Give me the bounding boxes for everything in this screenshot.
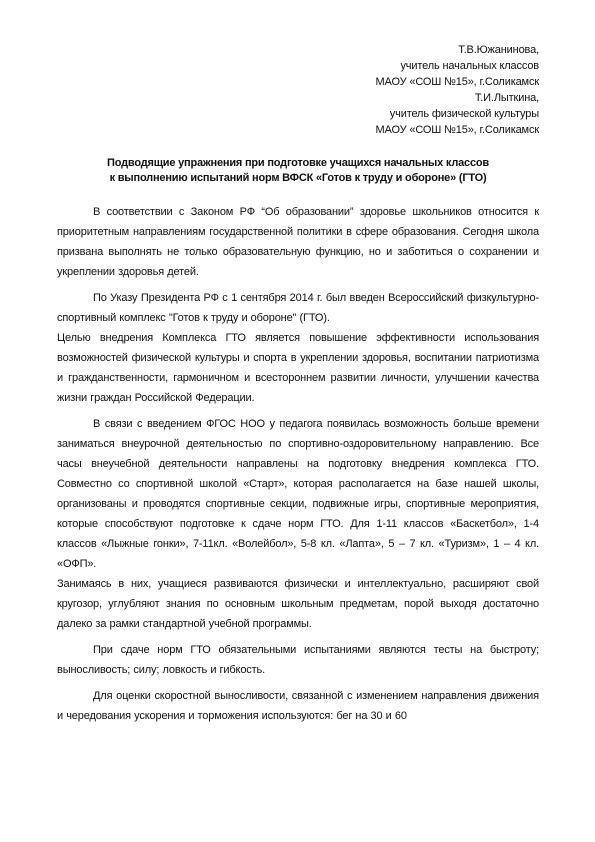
author-position-1: учитель начальных классов [400, 60, 539, 72]
title-line-1: Подводящие упражнения при подготовке учащихся начальных классов [107, 157, 489, 169]
paragraph-goal: Целью внедрения Комплекса ГТО является повышение эффективности использования возможностей физической культуры и спорта в укреплении здоровья, воспитании патриотизма и гражданственности, гармоничном и всестороннем развитии личности, улучшении качества жизни граждан Российской Федерации. [57, 332, 539, 404]
author-name-1: Т.В.Южанинова, [458, 44, 539, 56]
paragraph-decree: По Указу Президента РФ с 1 сентября 2014 г. был введен Всероссийский физкультурно-спортивный комплекс "Готов к труду и обороне" (ГТО). [57, 292, 539, 324]
author-school-2: МАОУ «СОШ №15», г.Соликамск [375, 124, 539, 136]
document-title [57, 156, 539, 186]
paragraph-tests: При сдаче норм ГТО обязательными испытаниями являются тесты на быстроту; выносливость; силу; ловкость и гибкость. [57, 644, 539, 676]
paragraph-intro: В соответствии с Законом РФ “Об образовании” здоровье школьников относится к приоритетным направлениям государственной политики в сфере образования. Сегодня школа призвана выполнять не только образовательную функцию, но и заботиться о сохранении и укреплении здоровья детей. [57, 206, 539, 278]
author-name-2: Т.И.Лыткина, [474, 92, 539, 104]
author-block [57, 42, 539, 138]
paragraph-fgos: В связи с введением ФГОС НОО у педагога появилась возможность больше времени заниматься внеурочной деятельностью по спортивно-оздоровительному направлению. Все часы внеучебной деятельности направлены на подготовку внедрения комплекса ГТО. Совместно со спортивной школой «Старт», которая располагается на базе нашей школы, организованы и проводятся спортивные секции, подвижные игры, спортивные мероприятия, которые способствуют подготовке к сдаче норм ГТО. Для 1-11 классов «Баскетбол», 1-4 классов «Лыжные гонки», 7-11кл. «Волейбол», 5-8 кл. «Лапта», 5 – 7 кл. «Туризм», 1 – 4 кл. «ОФП». [57, 418, 539, 570]
author-school-1: МАОУ «СОШ №15», г.Соликамск [375, 76, 539, 88]
paragraph-benefits: Занимаясь в них, учащиеся развиваются физически и интеллектуально, расширяют свой кругозор, углубляют знания по основным школьным предметам, порой выходя достаточно далеко за рамки стандартной учебной программы. [57, 578, 539, 630]
title-line-2: к выполнению испытаний норм ВФСК «Готов к труду и обороне» (ГТО) [109, 172, 487, 184]
author-position-2: учитель физической культуры [389, 108, 539, 120]
document-body [57, 202, 539, 726]
paragraph-speed-endurance: Для оценки скоростной выносливости, связанной с изменением направления движения и чередования ускорения и торможения используются: бег на 30 и 60 [57, 690, 539, 722]
